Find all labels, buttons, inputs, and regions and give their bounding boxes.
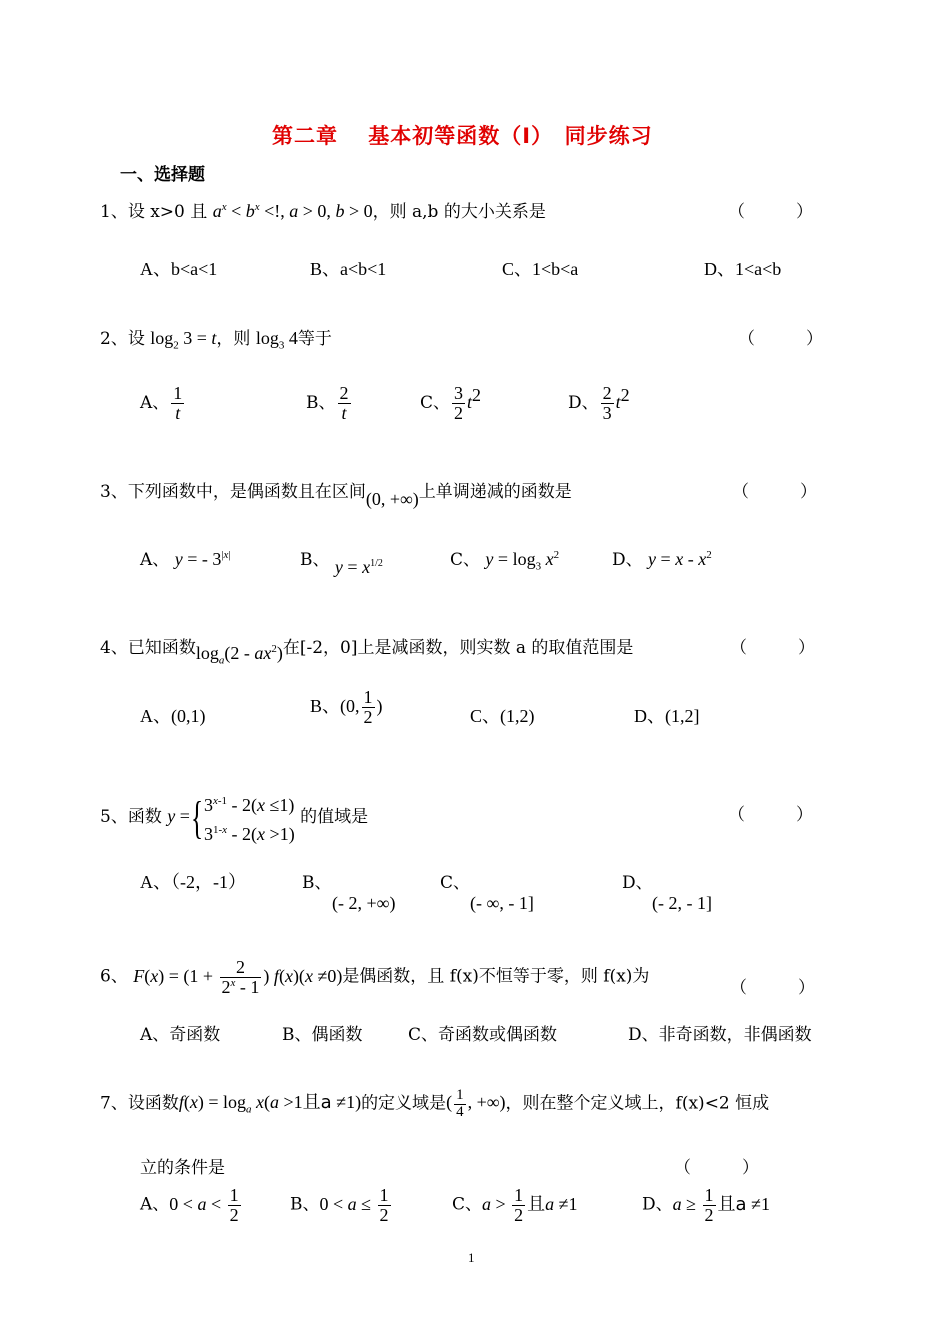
q3-formula-c: $y = \log_3 x^2$ xyxy=(485,549,560,573)
q1-suffix: ，则 a,b 的大小关系是 xyxy=(372,202,546,222)
q2-option-b xyxy=(306,384,353,423)
q3-label-c: C、 xyxy=(450,550,481,570)
q4-answer-paren: （ ） xyxy=(730,638,815,658)
q5-option-c xyxy=(440,868,534,914)
q3-interval: (0, +∞) xyxy=(365,489,419,509)
q4-suffix: 在[-2，0]上是减函数，则实数 a 的取值范围是 xyxy=(282,638,634,658)
q7-formula-a: 0 < a < $\frac{1}{2}$ xyxy=(169,1185,239,1225)
q4-option-b: B、(0, $\frac{1}{2}$ ) xyxy=(310,687,383,727)
q7-label-b: B、 xyxy=(290,1194,320,1215)
q2-formula-1: $\log_2 3 = t$ xyxy=(150,328,217,352)
q6-formula: F(x) = (1 + $\frac{2}{2^x - 1}$ ) f(x)(x ≠0) xyxy=(133,957,343,997)
q6-option-c: C、奇函数或偶函数 xyxy=(408,1025,558,1045)
fraction: $\frac{2}{3}$ xyxy=(602,383,612,423)
q3-prefix: 3、下列函数中，是偶函数且在区间 xyxy=(100,482,366,502)
q7-domain: ( $\frac{1}{4}$ , +∞) xyxy=(446,1087,506,1120)
q2-label-b: B、 xyxy=(306,392,336,413)
q3-option-d xyxy=(612,545,712,570)
q2-option-d: D、 $\frac{2}{3}$ $t^2$ xyxy=(568,383,630,423)
q2-option-c: C、 $\frac{3}{2}$ $t^2$ xyxy=(420,383,482,423)
q2-formula-2: $\log_3 4$ xyxy=(255,328,298,352)
q3-label-a: A、 xyxy=(140,550,170,570)
q2-answer-paren: （ ） xyxy=(738,329,823,349)
q3-label-b: B、 xyxy=(300,550,330,570)
q5-formula: y ={ 3$^{x-1}$ - 2(x ≤1) 3$^{1-x}$ - 2(x >1) xyxy=(167,792,295,844)
q5-option-a: A、（-2，-1） xyxy=(140,872,246,892)
q7-prefix: 7、设函数 xyxy=(100,1093,179,1114)
q3-option-b xyxy=(300,545,383,577)
question-1 xyxy=(100,197,546,222)
q7-formula: $f(x) = \log_a x(a >1$且a ≠1) xyxy=(178,1092,362,1116)
q7-line-2: 立的条件是 xyxy=(140,1158,225,1178)
q5-option-d xyxy=(622,868,712,914)
q5-formula-d: (- 2, - 1] xyxy=(652,893,712,913)
q4-formula: $\log_a(2 - ax^2)$ xyxy=(195,643,283,667)
q4-option-d: D、(1,2] xyxy=(634,706,700,726)
question-6 xyxy=(100,958,649,997)
question-5 xyxy=(100,789,368,847)
q3-option-a xyxy=(140,545,231,570)
q6-answer-paren: （ ） xyxy=(730,978,815,998)
q6-option-d: D、非奇函数，非偶函数 xyxy=(628,1025,812,1045)
q2-label-a: A、 xyxy=(140,392,170,413)
q7-option-d xyxy=(642,1186,770,1225)
q4-option-a: A、(0,1) xyxy=(140,706,206,726)
q1-answer-paren: （ ） xyxy=(728,202,813,222)
q2-label-d: D、 xyxy=(568,392,599,413)
q5-label-d: D、 xyxy=(622,873,653,893)
q3-formula-d: $y = x - x^2$ xyxy=(648,549,712,569)
page-title: 第二章 基本初等函数（I） 同步练习 xyxy=(272,124,653,148)
q3-formula-a: y = - $3^{|x|}$ xyxy=(174,549,231,569)
q4-option-b-label: B、(0, xyxy=(310,695,360,716)
q7-option-c xyxy=(452,1186,578,1225)
q4-option-c: C、(1,2) xyxy=(470,706,535,726)
q1-option-a: A、b<a<1 xyxy=(140,259,218,279)
q2-suffix: 等于 xyxy=(297,329,332,349)
question-7 xyxy=(100,1088,769,1121)
q5-answer-paren: （ ） xyxy=(728,805,813,825)
q1-option-d: D、1<a<b xyxy=(704,259,782,279)
question-4 xyxy=(100,633,634,667)
q6-option-b: B、偶函数 xyxy=(282,1025,363,1045)
section-heading: 一、选择题 xyxy=(120,165,205,185)
q5-label-b: B、 xyxy=(302,873,332,893)
q7-suffix: ，则在整个定义域上，f(x)<2 恒成 xyxy=(505,1093,770,1114)
q2-option-a xyxy=(140,384,186,423)
q7-label-c: C、 xyxy=(452,1194,483,1215)
q4-prefix: 4、已知函数 xyxy=(100,638,196,658)
fraction: $\frac{1}{t}$ xyxy=(173,383,183,423)
q2-mid: ，则 xyxy=(216,329,251,349)
q6-mid: 是偶函数，且 f(x)不恒等于零，则 f(x)为 xyxy=(342,966,650,987)
fraction: $\frac{2}{t}$ xyxy=(339,383,349,423)
q1-option-c: C、1<b<a xyxy=(502,259,579,279)
question-2 xyxy=(100,324,332,352)
q7-mid: 的定义域是 xyxy=(361,1093,447,1114)
q3-label-d: D、 xyxy=(612,550,643,570)
question-3 xyxy=(100,477,572,509)
q7-label-d: D、 xyxy=(642,1194,673,1215)
q1-prefix: 1、设 x>0 且 xyxy=(100,202,208,222)
q5-suffix: 的值域是 xyxy=(300,807,369,828)
q3-option-c xyxy=(450,545,559,573)
fraction: $\frac{1}{2}$ xyxy=(363,687,373,727)
page-number: 1 xyxy=(468,1250,475,1265)
q7-option-a xyxy=(140,1186,243,1225)
q7-formula-c: a > $\frac{1}{2}$ 且a ≠1 xyxy=(482,1185,578,1225)
q7-formula-b: 0 < a ≤ $\frac{1}{2}$ xyxy=(319,1185,389,1225)
q5-prefix: 5、函数 xyxy=(100,807,162,828)
q2-prefix: 2、设 xyxy=(100,329,145,349)
q3-suffix: 上单调递减的函数是 xyxy=(418,482,572,502)
q1-option-b: B、a<b<1 xyxy=(310,259,387,279)
q2-label-c: C、 xyxy=(420,392,451,413)
q7-label-a: A、 xyxy=(140,1194,170,1215)
q1-formula: $a^x < b^x$ <!, a > 0, b > 0 xyxy=(212,201,373,221)
q6-option-a: A、奇函数 xyxy=(140,1025,221,1045)
q5-formula-c: (- ∞, - 1] xyxy=(470,893,534,913)
q5-formula-b: (- 2, +∞) xyxy=(332,893,396,913)
q7-option-b xyxy=(290,1186,393,1225)
q3-answer-paren: （ ） xyxy=(732,482,817,502)
q7-answer-paren: （ ） xyxy=(674,1158,759,1178)
q7-formula-d: a ≥ $\frac{1}{2}$ 且a ≠1 xyxy=(672,1185,770,1225)
q3-formula-b: $y = x^{1/2}$ xyxy=(334,557,383,577)
fraction: $\frac{3}{2}$ xyxy=(454,383,464,423)
q5-label-c: C、 xyxy=(440,873,471,893)
q5-option-b xyxy=(302,868,395,914)
q6-prefix: 6、 xyxy=(100,966,128,987)
